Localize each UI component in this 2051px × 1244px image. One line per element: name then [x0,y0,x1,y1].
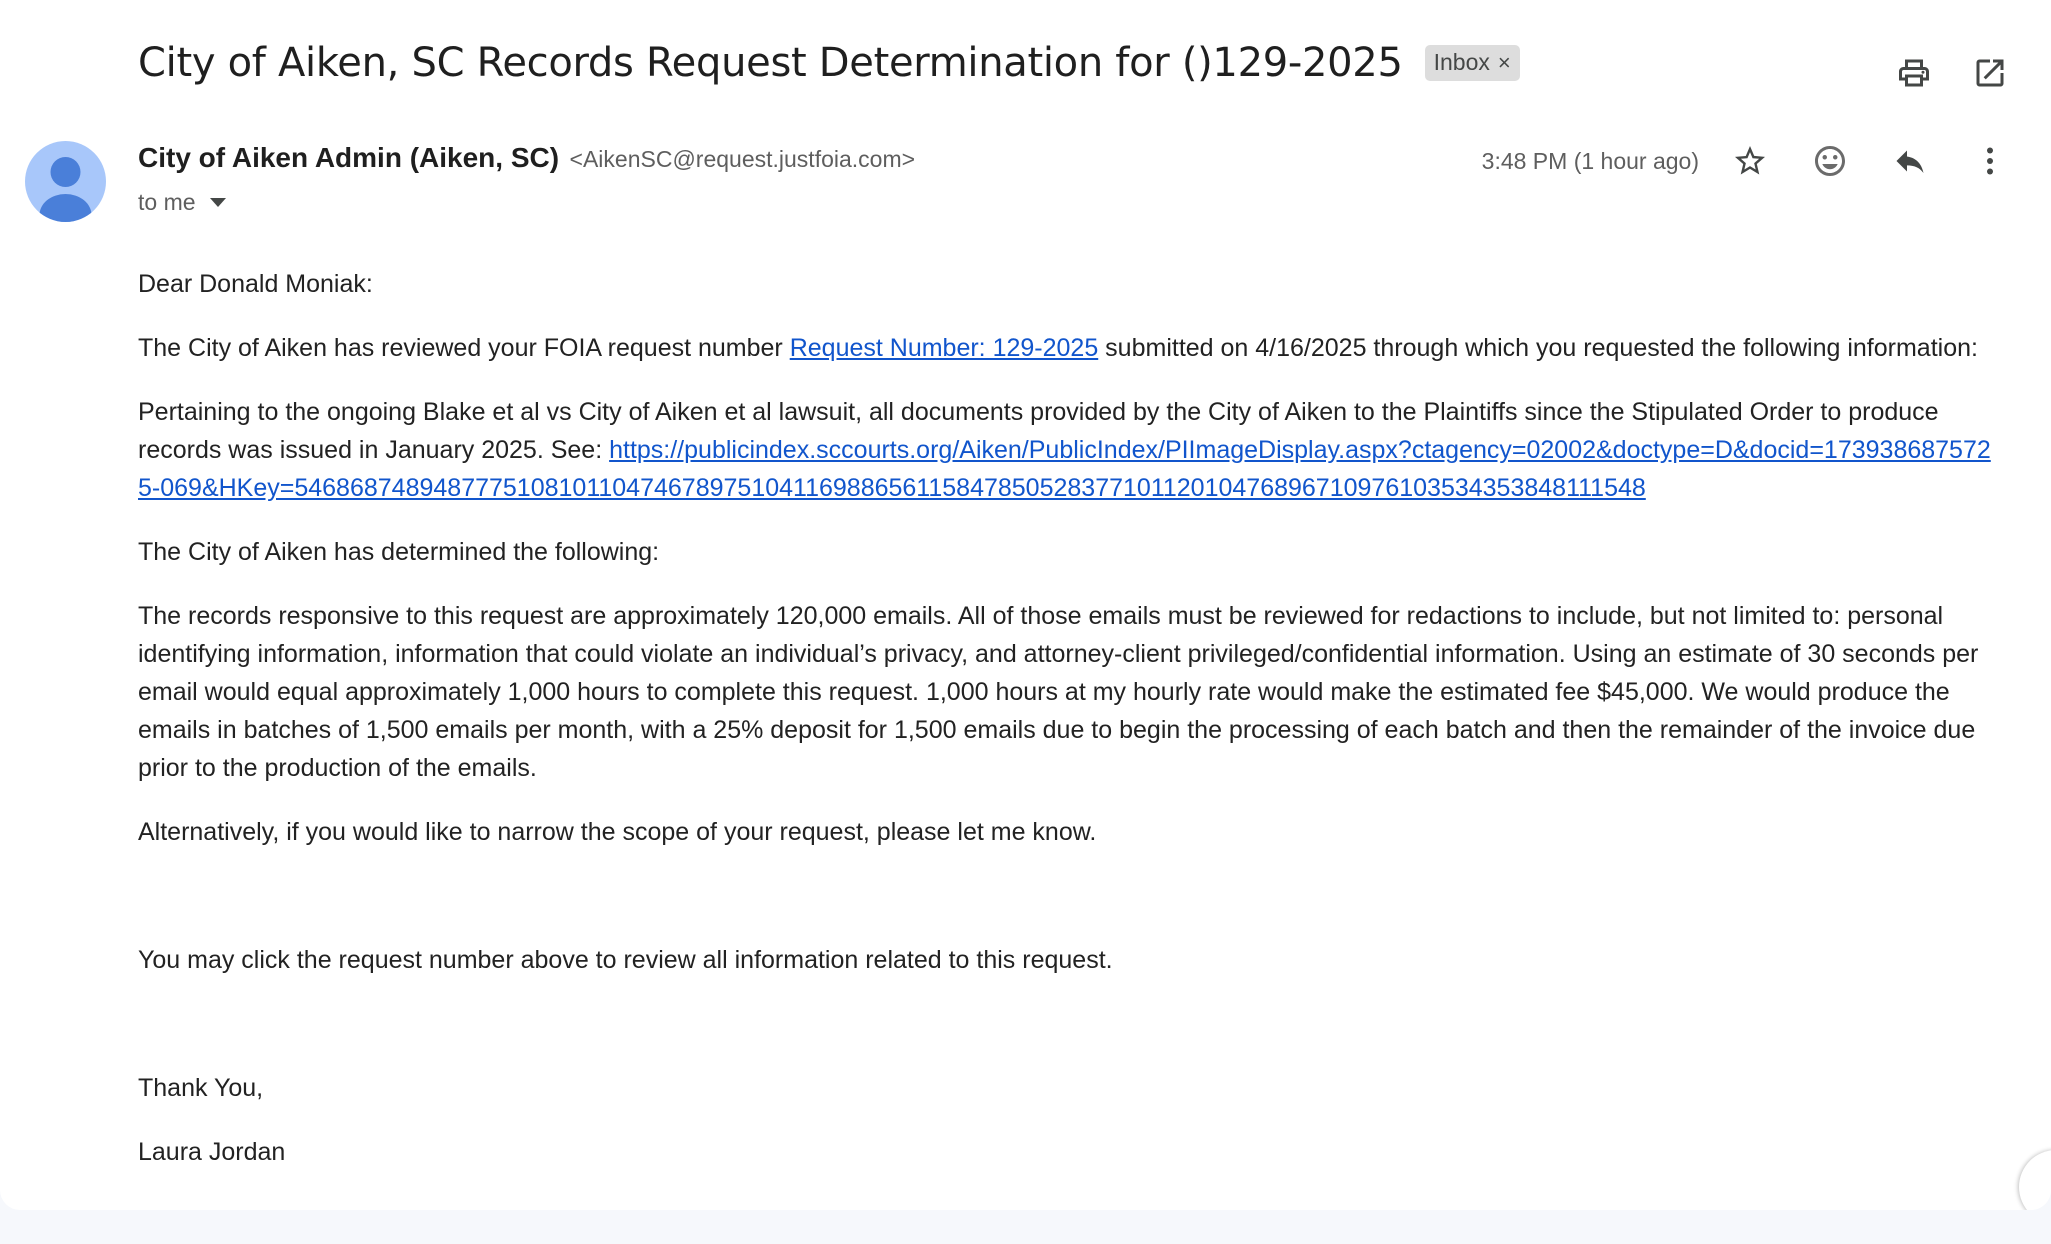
body-text: Pertaining to the ongoing Blake et al vs City of Aiken et al lawsuit, all documents provided by the City of Aiken to the Plaintiffs since the Stipulated Order to produce records was issued in January 2025. See: [138,398,1939,464]
signature: Laura Jordan [138,1138,286,1166]
body-paragraph: The City of Aiken has determined the following: [138,538,660,566]
spacer [138,1005,1998,1069]
body-paragraph [138,329,1998,367]
body-text: submitted on 4/16/2025 through which you requested the following information: [1098,334,1978,362]
sender-info [138,142,915,174]
label-text: Inbox [1433,49,1490,75]
closing: Thank You, [138,1074,264,1102]
spacer [138,877,1998,941]
more-vert-icon[interactable] [1969,140,2011,182]
top-actions [1893,52,2011,94]
chevron-down-icon[interactable] [210,198,226,207]
sender-name[interactable]: City of Aiken Admin (Aiken, SC) [138,142,560,173]
body-paragraph: Alternatively, if you would like to narrow the scope of your request, please let me know. [138,818,1097,846]
recipient-details-toggle[interactable] [138,189,226,216]
avatar-person-icon[interactable] [25,141,106,222]
open-in-new-window-icon[interactable] [1969,52,2011,94]
reply-icon[interactable] [1889,140,1931,182]
body-paragraph: You may click the request number above to review all information related to this request. [138,946,1113,974]
inbox-label-chip[interactable] [1425,45,1520,81]
greeting: Dear Donald Moniak: [138,270,373,298]
star-icon[interactable] [1729,140,1771,182]
email-body [138,265,1998,1197]
request-number-link[interactable]: Request Number: 129-2025 [789,334,1099,362]
body-paragraph [138,393,1998,507]
recipient-text: to me [138,189,196,215]
side-panel-toggle[interactable] [2019,1150,2051,1210]
message-timestamp: 3:48 PM (1 hour ago) [1481,147,1699,174]
body-paragraph: The records responsive to this request are approximately 120,000 emails. All of those emails must be reviewed for redactions to include, but not limited to: personal identifying information, information that could violate an individual’s privacy, and attorney-client privileged/confidential information. Using an estimate of 30 seconds per email would equal approximately 1,000 hours to complete this request. 1,000 hours at my hourly rate would make the estimated fee $45,000. We would produce the emails in batches of 1,500 emails per month, with a 25% deposit for 1,500 emails due to begin the processing of each batch and then the remainder of the invoice due prior to the production of the emails. [138,602,1979,782]
court-record-link[interactable]: https://publicindex.sccourts.org/Aiken/PublicIndex/PIImageDisplay.aspx?ctagency=02002&doctype=D&docid=1739386875725-069&HKey=5468687489487775108101104746789751041169886561158478505283771011201047689671097610353435384811154‌8 [138,436,1991,502]
emoji-reaction-icon[interactable] [1809,140,1851,182]
body-text: The City of Aiken has reviewed your FOIA request number [138,334,790,362]
email-header [138,40,1520,86]
email-subject: City of Aiken, SC Records Request Determination for ()129-2025 [138,40,1403,86]
message-actions [1482,140,2011,182]
sender-email: <AikenSC@request.justfoia.com> [569,146,916,172]
print-icon[interactable] [1893,52,1935,94]
remove-label-icon[interactable]: × [1497,49,1511,75]
